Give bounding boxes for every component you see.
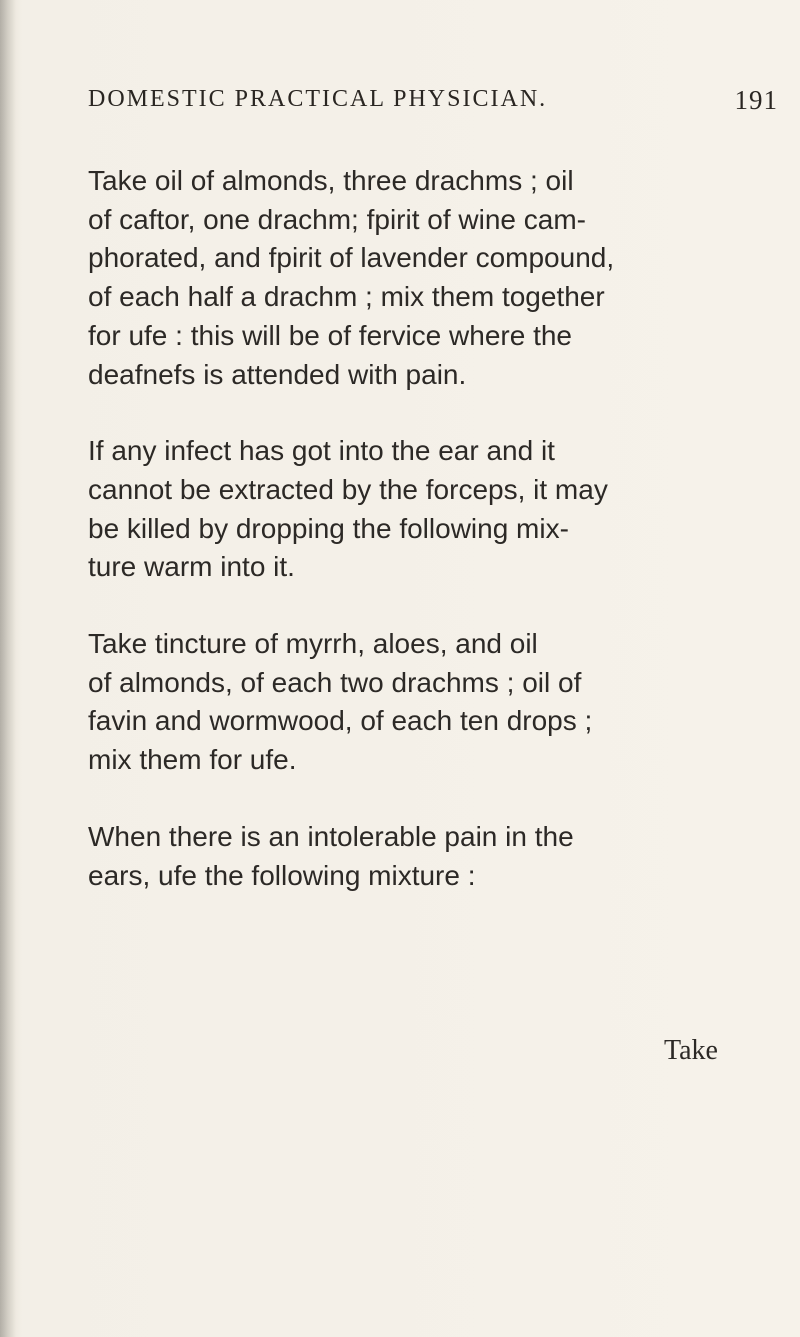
page-number: 191	[734, 85, 778, 115]
text-line: ears, ufe the following mixture :	[88, 859, 476, 891]
paragraph-2	[88, 432, 728, 587]
text-line: When there is an intolerable pain in the	[88, 820, 574, 852]
text-line: be killed by dropping the following mix-	[88, 512, 569, 544]
page-header	[88, 86, 778, 122]
body-text	[88, 162, 728, 933]
text-line: of almonds, of each two drachms ; oil of	[88, 666, 582, 698]
text-line: If any infect has got into the ear and it	[88, 435, 555, 467]
text-line: for ufe : this will be of fervice where the	[88, 319, 572, 351]
paragraph-1	[88, 162, 728, 394]
text-line: ture warm into it.	[88, 551, 295, 583]
spine-shadow	[0, 0, 16, 1337]
text-line: phorated, and fpirit of lavender compound,	[88, 242, 615, 274]
text-line: mix them for ufe.	[88, 744, 297, 776]
paragraph-3	[88, 625, 728, 780]
text-line: favin and wormwood, of each ten drops ;	[88, 705, 593, 737]
running-head: DOMESTIC PRACTICAL PHYSICIAN.	[88, 86, 548, 112]
text-line: Take tincture of myrrh, aloes, and oil	[88, 628, 538, 660]
text-line: of each half a drachm ; mix them together	[88, 281, 605, 313]
text-line: Take oil of almonds, three drachms ; oil	[88, 165, 574, 196]
catchword: Take	[663, 1035, 718, 1066]
paragraph-4	[88, 818, 728, 895]
text-line: cannot be extracted by the forceps, it may	[88, 473, 608, 505]
text-line: of caftor, one drachm; fpirit of wine cam-	[88, 203, 586, 235]
text-line: deafnefs is attended with pain.	[88, 358, 467, 390]
